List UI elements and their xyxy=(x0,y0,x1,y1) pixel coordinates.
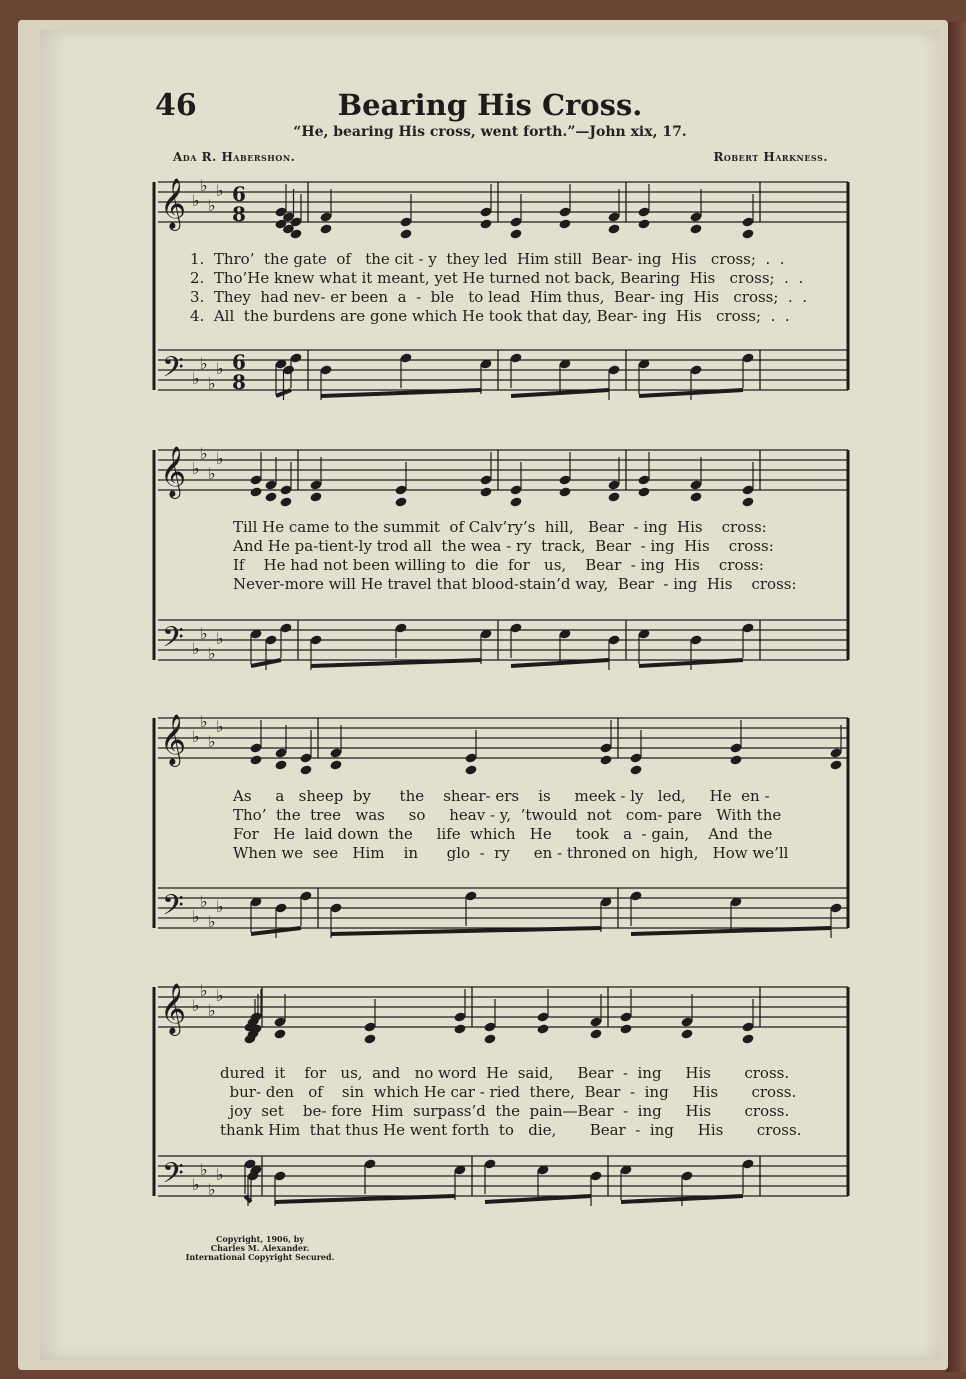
verse-lyric-line: Till He came to the summit of Calv’ry’s hill, Bear - ing His cross: xyxy=(233,518,767,536)
note-head xyxy=(329,759,342,770)
flat-sign: ♭ xyxy=(192,727,200,746)
page-number: 46 xyxy=(155,88,197,123)
note-head xyxy=(558,218,571,229)
note-head xyxy=(680,1028,693,1039)
note-beam xyxy=(331,928,601,934)
flat-sign: ♭ xyxy=(216,449,224,468)
bass-clef: 𝄢 xyxy=(162,621,184,661)
verse-lyric-line: For He laid down the life which He took a - gain, And the xyxy=(233,825,773,843)
flat-sign: ♭ xyxy=(208,196,216,215)
flat-sign: ♭ xyxy=(216,359,224,378)
note-head xyxy=(599,754,612,765)
verse-lyric-line: If He had not been willing to die for us, Bear - ing His cross: xyxy=(233,556,764,574)
verse-lyric-line: dured it for us, and no word He said, Bear - ing His cross. xyxy=(220,1064,790,1082)
verse-lyric-line: 1. Thro’ the gate of the cit - y they led Him still Bear- ing His cross; . . xyxy=(190,250,785,268)
note-beam xyxy=(321,390,481,396)
note-head xyxy=(399,228,412,239)
flat-sign: ♭ xyxy=(208,1180,216,1199)
note-head xyxy=(264,491,277,502)
note-head xyxy=(741,228,754,239)
time-signature-numerator: 6 xyxy=(232,182,246,206)
note-head xyxy=(741,496,754,507)
note-beam xyxy=(276,390,291,396)
flat-sign: ♭ xyxy=(216,1165,224,1184)
copyright-line: International Copyright Secured. xyxy=(185,1252,335,1262)
verse-lyric-line: 2. Tho’He knew what it meant, yet He turned not back, Bearing His cross; . . xyxy=(190,269,804,287)
note-head xyxy=(453,1023,466,1034)
note-head xyxy=(273,1028,286,1039)
time-signature-denominator: 8 xyxy=(232,370,246,394)
verse-lyric-line: Never-more will He travel that blood-stain’d way, Bear - ing His cross: xyxy=(233,575,797,593)
flat-sign: ♭ xyxy=(200,892,208,911)
hymnal-page xyxy=(40,30,940,1360)
flat-sign: ♭ xyxy=(192,1175,200,1194)
bass-clef: 𝄢 xyxy=(162,1157,184,1197)
note-head xyxy=(464,764,477,775)
note-head xyxy=(637,218,650,229)
time-signature-denominator: 8 xyxy=(232,202,246,226)
copyright-line: Charles M. Alexander. xyxy=(210,1243,310,1253)
scripture-epigraph: “He, bearing His cross, went forth.”—John xix, 17. xyxy=(293,124,687,140)
flat-sign: ♭ xyxy=(192,907,200,926)
flat-sign: ♭ xyxy=(208,732,216,751)
flat-sign: ♭ xyxy=(200,981,208,1000)
verse-lyric-line: thank Him that thus He went forth to die, Bear - ing His cross. xyxy=(220,1121,802,1139)
note-head xyxy=(829,759,842,770)
note-head xyxy=(319,223,332,234)
flat-sign: ♭ xyxy=(200,624,208,643)
composer-credit: Robert Harkness. xyxy=(713,150,828,164)
flat-sign: ♭ xyxy=(192,996,200,1015)
flat-sign: ♭ xyxy=(200,1160,208,1179)
flat-sign: ♭ xyxy=(216,986,224,1005)
verse-lyric-line: As a sheep by the shear- ers is meek - ly led, He en - xyxy=(233,787,770,805)
flat-sign: ♭ xyxy=(208,464,216,483)
copyright-line: Copyright, 1906, by xyxy=(216,1234,304,1244)
flat-sign: ♭ xyxy=(208,374,216,393)
copyright-notice xyxy=(180,1235,340,1262)
flat-sign: ♭ xyxy=(216,717,224,736)
treble-clef: 𝄞 xyxy=(160,446,187,497)
time-signature-numerator: 6 xyxy=(232,350,246,374)
note-head xyxy=(637,486,650,497)
note-head xyxy=(363,1033,376,1044)
verse-lyric-line: joy set be- fore Him surpass’d the pain—Bear - ing His cross. xyxy=(220,1102,790,1120)
verse-lyric-line: 3. They had nev- er been a - ble to lead Him thus, Bear- ing His cross; . . xyxy=(190,288,808,306)
flat-sign: ♭ xyxy=(192,639,200,658)
note-beam xyxy=(245,1196,251,1202)
note-head xyxy=(279,496,292,507)
flat-sign: ♭ xyxy=(200,444,208,463)
bass-clef: 𝄢 xyxy=(162,351,184,391)
note-head xyxy=(309,491,322,502)
flat-sign: ♭ xyxy=(208,912,216,931)
verse-lyric-line: bur- den of sin which He car - ried there, Bear - ing His cross. xyxy=(220,1083,797,1101)
flat-sign: ♭ xyxy=(192,369,200,388)
flat-sign: ♭ xyxy=(200,354,208,373)
note-head xyxy=(607,491,620,502)
verse-lyric-line: Tho’ the tree was so heav - y, ’twould not com- pare With the xyxy=(233,806,782,824)
flat-sign: ♭ xyxy=(192,459,200,478)
book-right-edge xyxy=(946,22,966,1372)
note-head xyxy=(536,1023,549,1034)
note-head xyxy=(483,1033,496,1044)
note-head xyxy=(619,1023,632,1034)
note-head xyxy=(479,486,492,497)
flat-sign: ♭ xyxy=(216,629,224,648)
note-head xyxy=(479,218,492,229)
note-head xyxy=(249,486,262,497)
lyricist-credit: Ada R. Habershon. xyxy=(173,150,296,164)
flat-sign: ♭ xyxy=(208,1001,216,1020)
flat-sign: ♭ xyxy=(192,191,200,210)
note-head xyxy=(589,1028,602,1039)
note-head xyxy=(607,223,620,234)
note-head xyxy=(629,764,642,775)
verse-lyric-line: And He pa-tient-ly trod all the wea - ry track, Bear - ing His cross: xyxy=(233,537,774,555)
note-head xyxy=(274,759,287,770)
treble-clef: 𝄞 xyxy=(160,178,187,229)
flat-sign: ♭ xyxy=(208,644,216,663)
note-head xyxy=(394,496,407,507)
bass-clef: 𝄢 xyxy=(162,889,184,929)
treble-clef: 𝄞 xyxy=(160,983,187,1034)
music-notation xyxy=(40,30,940,1360)
note-head xyxy=(741,1033,754,1044)
note-head xyxy=(558,486,571,497)
verse-lyric-line: When we see Him in glo - ry en - throned on high, How we’ll xyxy=(233,844,789,862)
flat-sign: ♭ xyxy=(216,897,224,916)
flat-sign: ♭ xyxy=(200,176,208,195)
note-head xyxy=(509,228,522,239)
flat-sign: ♭ xyxy=(200,712,208,731)
flat-sign: ♭ xyxy=(216,181,224,200)
hymn-title: Bearing His Cross. xyxy=(337,88,643,122)
note-head xyxy=(689,223,702,234)
note-head xyxy=(299,764,312,775)
note-head xyxy=(729,754,742,765)
note-head xyxy=(509,496,522,507)
treble-clef: 𝄞 xyxy=(160,714,187,765)
note-head xyxy=(689,491,702,502)
verse-lyric-line: 4. All the burdens are gone which He took that day, Bear- ing His cross; . . xyxy=(190,307,790,325)
note-beam xyxy=(275,1196,455,1202)
note-head xyxy=(249,754,262,765)
note-beam xyxy=(311,660,481,666)
